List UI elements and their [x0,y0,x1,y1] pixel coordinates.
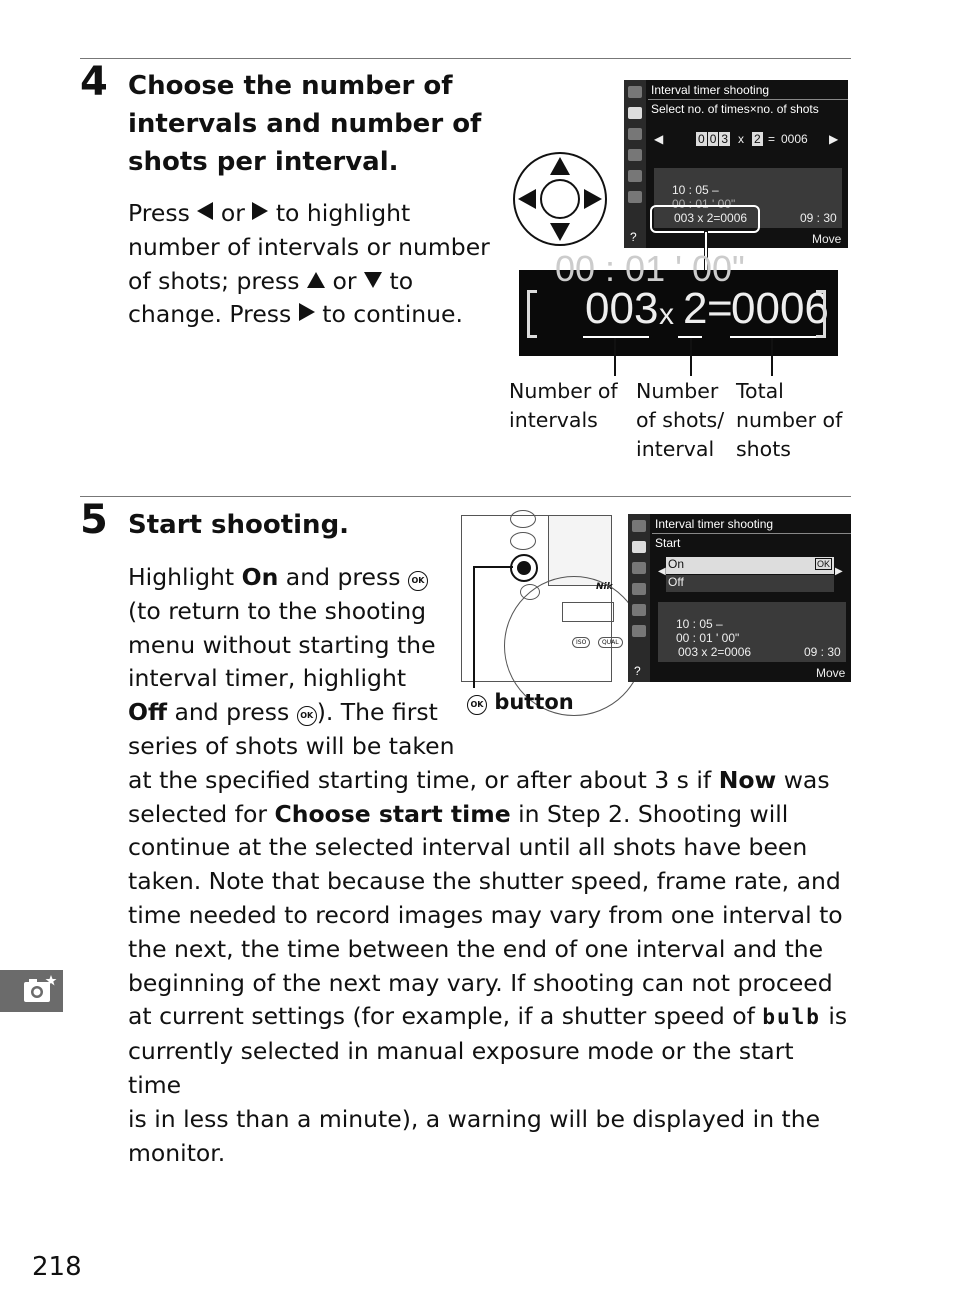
interval-screen-step5 [628,514,851,682]
interval-time: 00 : 01 ' 00" [672,197,736,211]
move-hint: Move [812,232,842,246]
zoom-x: x [659,298,674,331]
clock-value: 09 : 30 [804,645,841,659]
screen-subtitle: Select no. of times×no. of shots [651,102,819,116]
ok-button-caption: OK button [467,690,574,715]
step5-top-rule [80,496,851,497]
interval-screen-step4 [624,80,848,248]
camera-button-top [510,510,536,528]
camera-brand: Nik [596,582,613,592]
summary-value: 003 x 2=0006 [678,645,752,659]
step4-title-line: Choose the number of [128,71,453,101]
callout-shots-per-interval: Number of shots/ interval [636,379,725,461]
zoom-shots: 2 [683,284,708,333]
option-off[interactable]: Off [666,575,834,592]
camera-qual-button: QUAL [598,637,623,648]
move-hint: Move [816,666,846,680]
left-arrow-icon [197,202,213,220]
screen-title: Interval timer shooting [652,514,851,534]
shooting-menu-icon [0,970,63,1012]
down-arrow-icon [364,272,382,288]
intervals-value: 0 0 3 [698,132,729,146]
start-label: Start [655,536,681,550]
callout-intervals: Number of intervals [509,379,618,432]
step5-title: Start shooting. [128,510,350,540]
callout-underline-intervals [583,336,649,338]
step5-body: Highlight On and press OK (to return to the shooting menu without starting the interval timer, highlight Off and press OK ). The first series of shots will be taken at the specified starting time, or after about 3 s if Now was selected for Choose start time in Step 2. Shooting will continue at the selected interval until all shots have been taken. Note that because the shutter speed, frame rate, and time needed to record images may vary from one interval to the next, the time between the end of one interval and the beginning of the next may vary. If shooting can not proceed at current settings (for example, if a shutter speed of bulb is currently selected in manual exposure mode or the start time is in less than a minute), a warning will be displayed in the monitor. [128,563,848,1167]
ok-badge: OK [816,559,830,569]
page-number: 218 [32,1252,82,1282]
equals-sign: = [768,132,776,146]
zoom-bracket-right [816,290,826,338]
camera-button-zoom [510,532,536,550]
help-icon: ? [634,664,641,678]
bulb-display-glyph: bulb [762,1005,821,1030]
ok-button-graphic [510,554,538,582]
zoom-total: 0006 [731,284,829,333]
ok-button-icon: OK [467,695,487,715]
ok-button-icon: OK [297,706,317,726]
left-arrow-icon: ◀ [658,566,666,577]
ok-callout-line-h [473,566,513,568]
start-time: 10 : 05 – [676,617,723,631]
right-arrow-icon [252,202,268,220]
ok-button-icon: OK [408,571,428,591]
ok-callout-line-v [473,566,475,688]
screen-title: Interval timer shooting [648,80,848,100]
step4-body: Press or to highlight number of intervals or number of shots; press or to change. Press to continue. [128,199,490,329]
callout-total-shots: Total number of shots [736,379,843,461]
left-arrow-icon: ◀ [654,132,664,146]
clock-value: 09 : 30 [800,211,837,225]
zoom-top-partial: 00 : 01 ' 00" [555,248,745,289]
camera-iso-button: ISO [572,637,590,648]
summary-value: 003 x 2=0006 [674,211,748,225]
zoomed-summary [519,248,838,356]
ok-button-inner [517,561,531,575]
zoom-eq: = [707,284,733,333]
zoom-bracket-left [527,290,537,338]
zoom-intervals: 003 [585,284,659,333]
shots-value: 2 [754,132,761,146]
right-arrow-icon [299,303,315,321]
times-sign: x [738,132,744,146]
step4-title-line: intervals and number of [128,109,482,139]
step5-number: 5 [80,497,108,543]
menu-sidebar [628,514,650,682]
interval-time: 00 : 01 ' 00" [676,631,740,645]
step4-title [128,67,481,181]
right-arrow-icon: ▶ [829,132,839,146]
camera-back-illustration [461,515,619,682]
start-time: 10 : 05 – [672,183,719,197]
callout-underline-total [730,336,816,338]
help-icon: ? [630,230,637,244]
callout-line-shots [690,338,692,376]
multi-selector-icon [512,151,608,247]
right-arrow-icon: ▶ [835,566,843,577]
chapter-tab [0,970,63,1012]
callout-line-intervals [614,338,616,376]
menu-sidebar [624,80,646,248]
total-value: 0006 [781,132,808,146]
step4-number: 4 [80,59,108,105]
up-arrow-icon [307,272,325,288]
step4-top-rule [80,58,851,59]
step4-title-line: shots per interval. [128,147,399,177]
option-on[interactable]: On OK [666,557,834,574]
callout-line-total [771,338,773,376]
